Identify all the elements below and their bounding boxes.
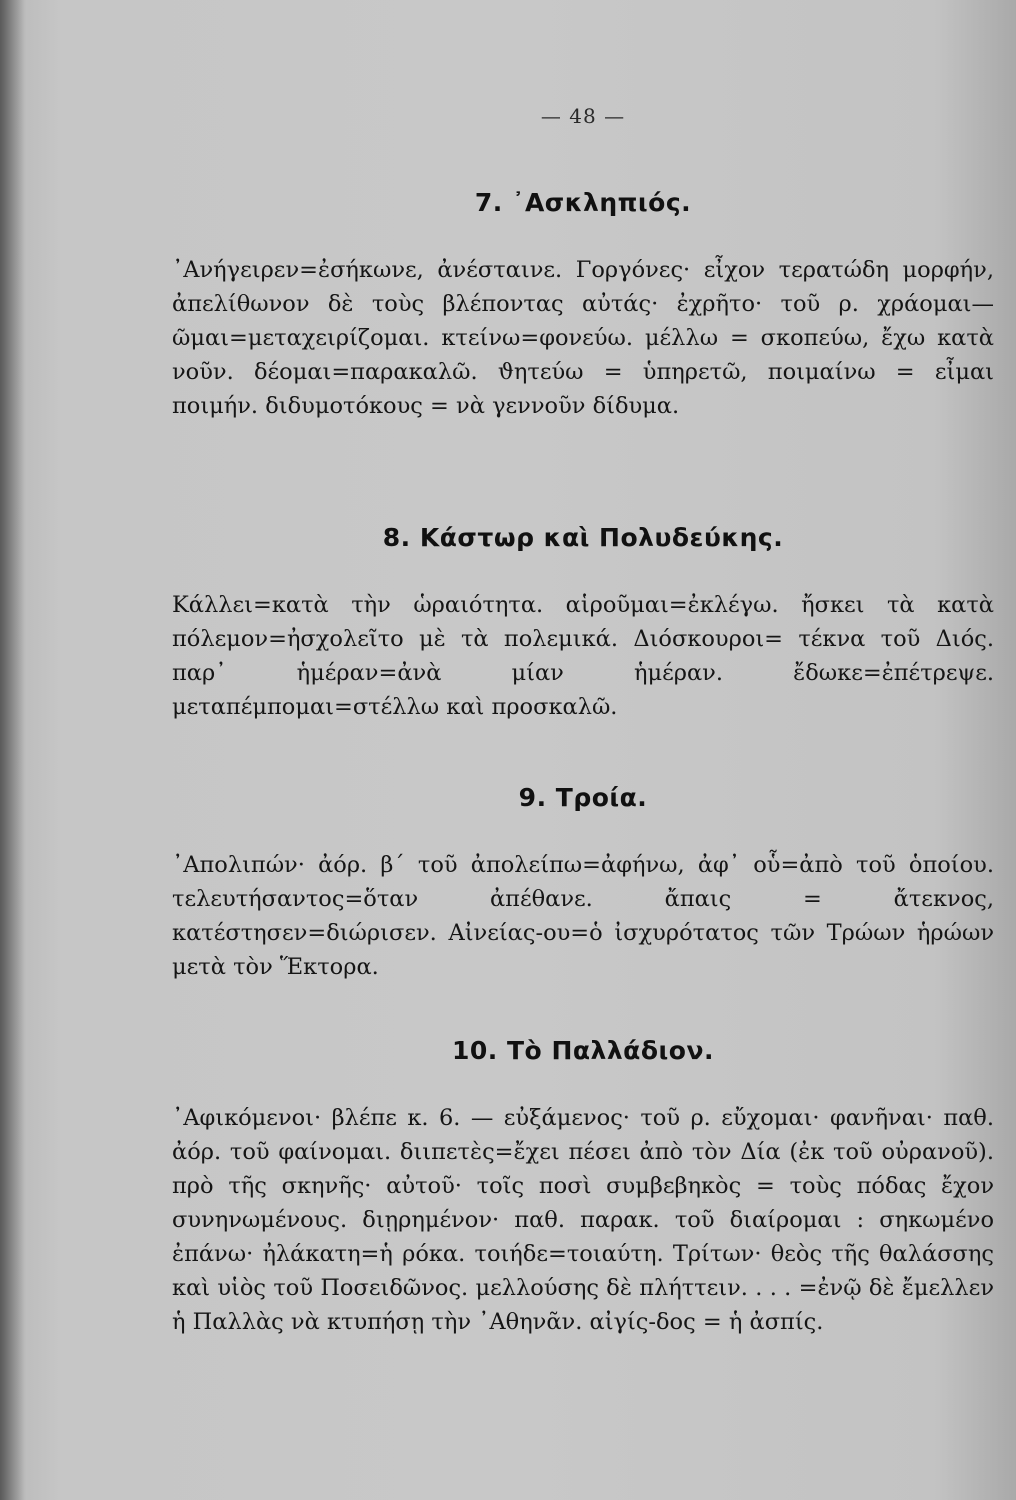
binding-shadow bbox=[0, 0, 26, 1500]
section-text: ᾿Αφικόμενοι· βλέπε κ. 6. — εὐξάμενος· τοῦ ρ. εὔχομαι· φανῆναι· παθ. ἀόρ. τοῦ φαίνομαι. διιπετὲς=ἔχει πέσει ἀπὸ τὸν Δία (ἐκ τοῦ οὐρανοῦ). πρὸ τῆς σκηνῆς· αὐτοῦ· τοῖς ποσὶ συμβεβηκὸς = τοὺς πόδας ἔχον συνηνωμένους. διῃρημένον· παθ. παρακ. τοῦ διαίρομαι : σηκωμένο ἐπάνω· ἠλάκατη=ἡ ρόκα. τοιήδε=τοιαύτη. Τρίτων· θεὸς τῆς θαλάσσης καὶ υἱὸς τοῦ Ποσειδῶνος. μελλούσης δὲ πλήττειν. . . . =ἐνῷ δὲ ἔμελλεν ἡ Παλλὰς νὰ κτυπήσῃ τὴν ᾿Αθηνᾶν. αἰγίς-δος = ἡ ἀσπίς. bbox=[172, 1105, 994, 1335]
section-text: ᾿Ανήγειρεν=ἐσήκωνε, ἀνέσταινε. Γοργόνες· εἶχον τερατώδη μορφήν, ἀπελίθωνον δὲ τοὺς βλέποντας αὐτάς· ἐχρῆτο· τοῦ ρ. χράομαι—ῶμαι=μεταχειρίζομαι. κτείνω=φονεύω. μέλλω = σκοπεύω, ἔχω κατὰ νοῦν. δέομαι=παρακαλῶ. ϑητεύω = ὑπηρετῶ, ποιμαίνω = εἶμαι ποιμήν. διδυμοτόκους = νὰ γεννοῦν δίδυμα. bbox=[172, 257, 994, 419]
section-troy bbox=[172, 783, 994, 984]
section-heading: 7. ᾿Ασκληπιός. bbox=[474, 188, 692, 217]
section-palladion bbox=[172, 1036, 994, 1339]
section-heading: 9. Τροία. bbox=[518, 783, 648, 812]
section-asklepios bbox=[172, 188, 994, 423]
section-castor-pollux bbox=[172, 523, 994, 724]
section-heading: 10. Τὸ Παλλάδιον. bbox=[452, 1036, 714, 1065]
section-text: Κάλλει=κατὰ τὴν ὡραιότητα. αἱροῦμαι=ἐκλέγω. ἤσκει τὰ κατὰ πόλεμον=ἠσχολεῖτο μὲ τὰ πολεμικά. Διόσκουροι= τέκνα τοῦ Διός. παρ᾿ ἡμέραν=ἀνὰ μίαν ἡμέραν. ἔδωκε=ἐπέτρεψε. μεταπέμπομαι=στέλλω καὶ προσκαλῶ. bbox=[172, 592, 994, 720]
page-number: — 48 — bbox=[540, 104, 626, 128]
section-heading: 8. Κάστωρ καὶ Πολυδεύκης. bbox=[382, 523, 784, 552]
section-text: ᾿Απολιπών· ἀόρ. β´ τοῦ ἀπολείπω=ἀφήνω, ἀφ᾿ οὗ=ἀπὸ τοῦ ὁποίου. τελευτήσαντος=ὅταν ἀπέθανε. ἄπαις = ἄτεκνος, κατέστησεν=διώρισεν. Αἰνείας-ου=ὁ ἰσχυρότατος τῶν Τρώων ἡρώων μετὰ τὸν Ἕκτορα. bbox=[172, 852, 994, 980]
